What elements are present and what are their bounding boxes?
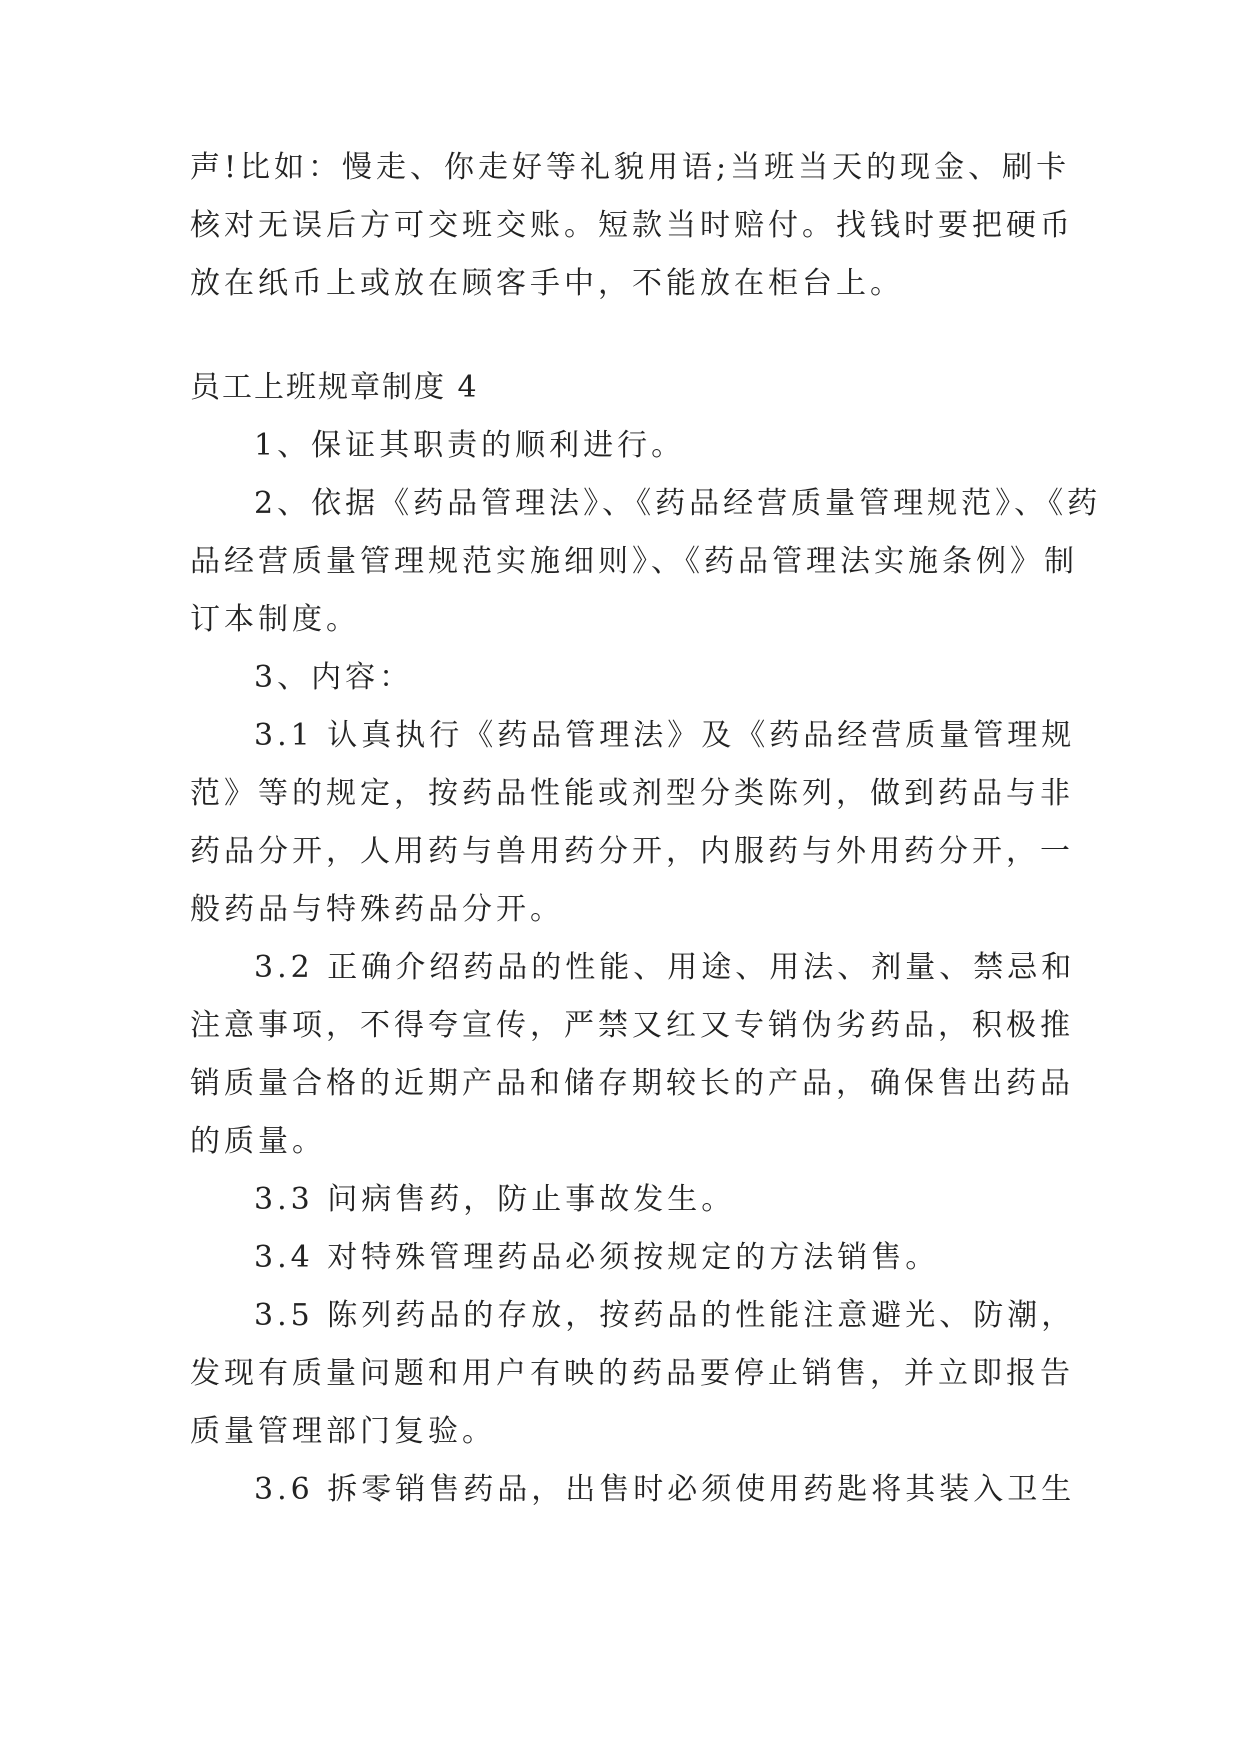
paragraph-line: 般药品与特殊药品分开。 — [190, 892, 564, 927]
paragraph-line: 3.3 问病售药，防止事故发生。 — [254, 1182, 736, 1217]
paragraph-line: 的质量。 — [190, 1124, 326, 1159]
paragraph-line: 注意事项，不得夸宣传，严禁又红又专销伪劣药品，积极推 — [190, 1008, 1074, 1043]
paragraph-line: 声!比如：慢走、你走好等礼貌用语;当班当天的现金、刷卡 — [190, 150, 1071, 185]
paragraph-line: 2、依据《药品管理法》、《药品经营质量管理规范》、《药 — [254, 486, 1102, 521]
paragraph-line: 3.4 对特殊管理药品必须按规定的方法销售。 — [254, 1240, 940, 1275]
paragraph-line: 销质量合格的近期产品和储存期较长的产品，确保售出药品 — [190, 1066, 1074, 1101]
section-heading: 员工上班规章制度 4 — [190, 370, 479, 405]
paragraph-line: 范》等的规定，按药品性能或剂型分类陈列，做到药品与非 — [190, 776, 1074, 811]
paragraph-line: 核对无误后方可交班交账。短款当时赔付。找钱时要把硬币 — [190, 208, 1074, 243]
paragraph-line: 订本制度。 — [190, 602, 360, 637]
paragraph-line: 药品分开，人用药与兽用药分开，内服药与外用药分开，一 — [190, 834, 1074, 869]
paragraph-line: 放在纸币上或放在顾客手中，不能放在柜台上。 — [190, 266, 904, 301]
paragraph-line: 3、内容： — [254, 660, 414, 695]
paragraph-line: 3.5 陈列药品的存放，按药品的性能注意避光、防潮， — [254, 1298, 1076, 1333]
paragraph-line: 3.6 拆零销售药品，出售时必须使用药匙将其装入卫生 — [254, 1472, 1076, 1507]
paragraph-line: 质量管理部门复验。 — [190, 1414, 496, 1449]
paragraph-line: 3.1 认真执行《药品管理法》及《药品经营质量管理规 — [254, 718, 1076, 753]
paragraph-line: 发现有质量问题和用户有映的药品要停止销售，并立即报告 — [190, 1356, 1074, 1391]
paragraph-line: 3.2 正确介绍药品的性能、用途、用法、剂量、禁忌和 — [254, 950, 1076, 985]
paragraph-line: 品经营质量管理规范实施细则》、《药品管理法实施条例》制 — [190, 544, 1078, 579]
paragraph-line: 1、保证其职责的顺利进行。 — [254, 428, 686, 463]
